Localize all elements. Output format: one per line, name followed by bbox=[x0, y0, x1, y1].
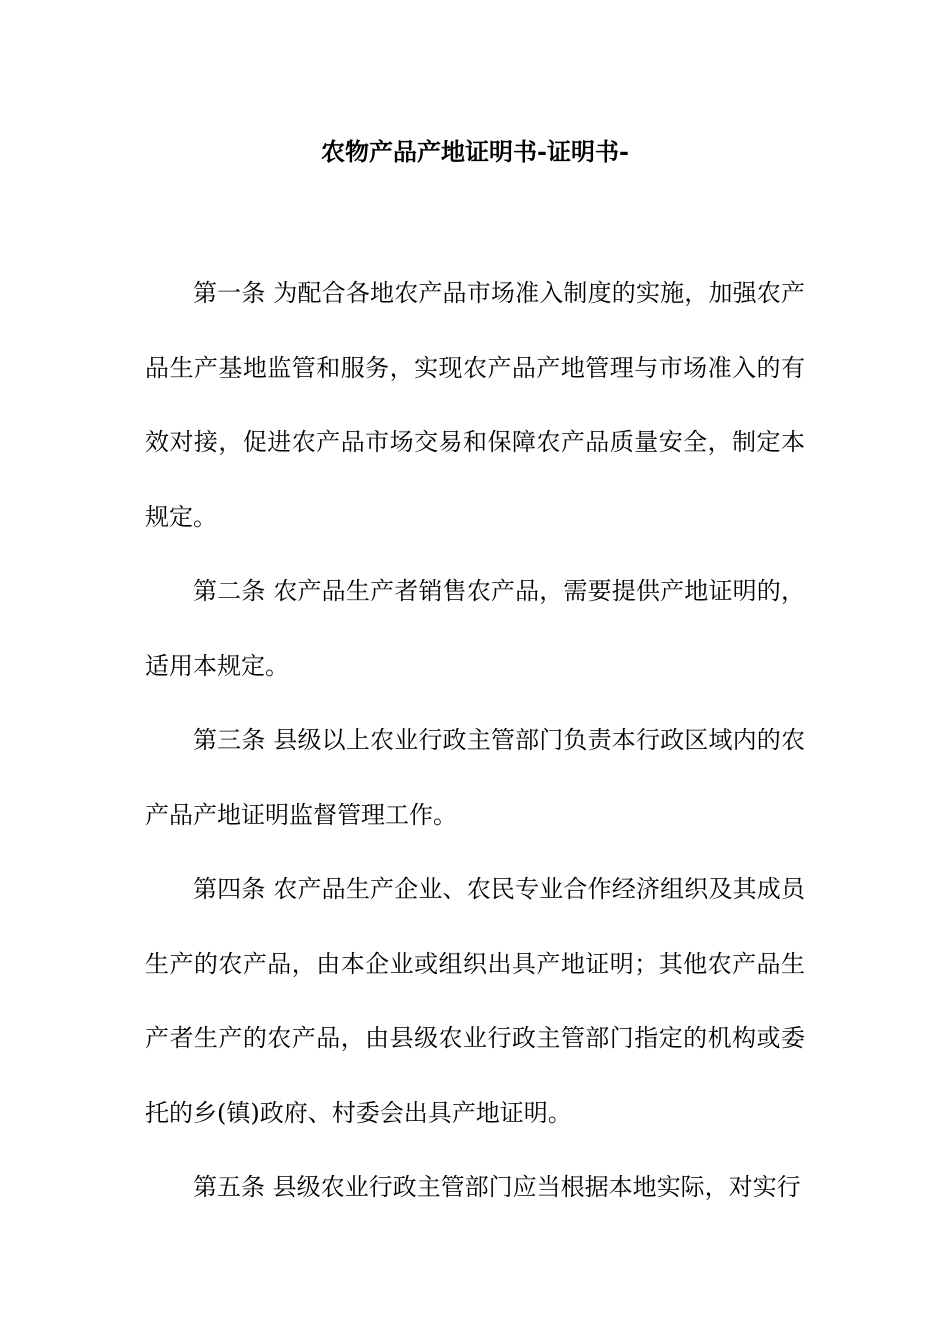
article-3-paragraph: 第三条 县级以上农业行政主管部门负责本行政区域内的农产品产地证明监督管理工作。 bbox=[145, 726, 805, 829]
article-4-paragraph: 第四条 农产品生产企业、农民专业合作经济组织及其成员生产的农产品，由本企业或组织出具产地证明；其他农产品生产者生产的农产品，由县级农业行政主管部门指定的机构或委托的乡(镇)政府、村委会出具产地证明。 bbox=[145, 875, 805, 1127]
article-1-paragraph: 第一条 为配合各地农产品市场准入制度的实施，加强农产品生产基地监管和服务，实现农产品产地管理与市场准入的有效对接，促进农产品市场交易和保障农产品质量安全，制定本规定。 bbox=[145, 279, 805, 531]
article-2-paragraph: 第二条 农产品生产者销售农产品，需要提供产地证明的，适用本规定。 bbox=[145, 577, 805, 680]
document-title: 农物产品产地证明书-证明书- bbox=[321, 137, 629, 166]
article-5-paragraph: 第五条 县级农业行政主管部门应当根据本地实际，对实行 bbox=[193, 1173, 801, 1201]
document-body bbox=[145, 256, 805, 1225]
